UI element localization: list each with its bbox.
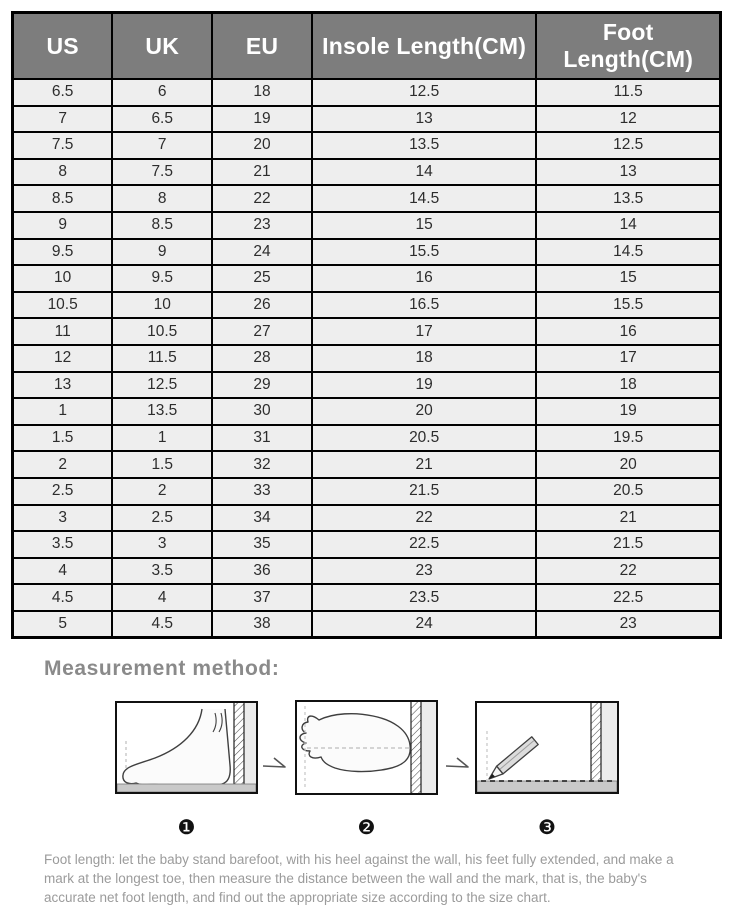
size-cell: 14.5 xyxy=(312,185,536,212)
size-cell: 4.5 xyxy=(112,611,212,638)
table-row xyxy=(13,478,721,505)
size-cell: 15 xyxy=(536,265,720,292)
column-header-us: US xyxy=(13,13,113,80)
measurement-method-title: Measurement method: xyxy=(44,657,280,680)
size-cell: 13.5 xyxy=(536,185,720,212)
size-cell: 14 xyxy=(536,212,720,239)
size-cell: 17 xyxy=(536,345,720,372)
size-cell: 26 xyxy=(212,292,312,319)
size-cell: 8.5 xyxy=(13,185,113,212)
size-cell: 16 xyxy=(536,318,720,345)
arrow-right-icon xyxy=(261,752,289,772)
size-cell: 2.5 xyxy=(13,478,113,505)
table-row xyxy=(13,398,721,425)
size-cell: 6.5 xyxy=(112,106,212,133)
size-cell: 6.5 xyxy=(13,79,113,106)
size-chart-table xyxy=(11,11,722,639)
size-cell: 2.5 xyxy=(112,505,212,532)
size-cell: 16 xyxy=(312,265,536,292)
size-cell: 15.5 xyxy=(312,239,536,266)
size-cell: 31 xyxy=(212,425,312,452)
size-cell: 13.5 xyxy=(312,132,536,159)
size-cell: 12 xyxy=(13,345,113,372)
table-row xyxy=(13,239,721,266)
size-cell: 9 xyxy=(13,212,113,239)
size-cell: 8 xyxy=(13,159,113,186)
table-row xyxy=(13,505,721,532)
size-cell: 37 xyxy=(212,584,312,611)
foot-length-note: Foot length: let the baby stand barefoot, with his heel against the wall, his feet fully extended, and make a mark at the longest toe, then measure the distance between the wall and the mark, that is, the baby's accurate net foot length, and find out the appropriate size according to the size chart. xyxy=(44,852,674,906)
table-row xyxy=(13,79,721,106)
size-cell: 22 xyxy=(536,558,720,585)
size-cell: 15 xyxy=(312,212,536,239)
table-row xyxy=(13,106,721,133)
size-cell: 15.5 xyxy=(536,292,720,319)
size-cell: 18 xyxy=(536,372,720,399)
size-cell: 34 xyxy=(212,505,312,532)
size-cell: 4 xyxy=(112,584,212,611)
size-cell: 12 xyxy=(536,106,720,133)
size-cell: 19 xyxy=(212,106,312,133)
step-3-marker: ❸ xyxy=(538,815,556,839)
size-cell: 8 xyxy=(112,185,212,212)
size-cell: 25 xyxy=(212,265,312,292)
size-cell: 6 xyxy=(112,79,212,106)
column-header-eu: EU xyxy=(212,13,312,80)
size-cell: 23.5 xyxy=(312,584,536,611)
size-cell: 13.5 xyxy=(112,398,212,425)
size-cell: 24 xyxy=(212,239,312,266)
size-cell: 22.5 xyxy=(536,584,720,611)
size-cell: 21 xyxy=(212,159,312,186)
step-1-marker: ❶ xyxy=(177,815,196,839)
table-row xyxy=(13,212,721,239)
table-row xyxy=(13,292,721,319)
table-row xyxy=(13,265,721,292)
size-cell: 13 xyxy=(312,106,536,133)
arrow-right-icon xyxy=(444,752,472,772)
size-cell: 38 xyxy=(212,611,312,638)
size-cell: 21.5 xyxy=(536,531,720,558)
size-cell: 13 xyxy=(536,159,720,186)
size-cell: 20 xyxy=(312,398,536,425)
size-cell: 12.5 xyxy=(312,79,536,106)
size-cell: 10 xyxy=(112,292,212,319)
size-cell: 22 xyxy=(212,185,312,212)
table-row xyxy=(13,425,721,452)
size-cell: 14.5 xyxy=(536,239,720,266)
size-cell: 20 xyxy=(212,132,312,159)
size-cell: 7.5 xyxy=(112,159,212,186)
size-cell: 24 xyxy=(312,611,536,638)
size-cell: 35 xyxy=(212,531,312,558)
size-cell: 29 xyxy=(212,372,312,399)
size-cell: 28 xyxy=(212,345,312,372)
size-cell: 33 xyxy=(212,478,312,505)
table-row xyxy=(13,372,721,399)
table-row xyxy=(13,185,721,212)
table-row xyxy=(13,558,721,585)
table-row xyxy=(13,531,721,558)
size-cell: 9.5 xyxy=(112,265,212,292)
table-row xyxy=(13,318,721,345)
size-cell: 7.5 xyxy=(13,132,113,159)
column-header-insole: Insole Length(CM) xyxy=(312,13,536,80)
size-cell: 1 xyxy=(112,425,212,452)
size-cell: 12.5 xyxy=(536,132,720,159)
header-row xyxy=(13,13,721,80)
size-cell: 19 xyxy=(312,372,536,399)
size-cell: 18 xyxy=(212,79,312,106)
size-cell: 9 xyxy=(112,239,212,266)
size-cell: 30 xyxy=(212,398,312,425)
size-cell: 4 xyxy=(13,558,113,585)
size-cell: 7 xyxy=(13,106,113,133)
size-cell: 22.5 xyxy=(312,531,536,558)
size-cell: 10.5 xyxy=(13,292,113,319)
foot-top-view-icon xyxy=(295,700,438,795)
table-row xyxy=(13,345,721,372)
table-row xyxy=(13,132,721,159)
size-chart-header xyxy=(13,13,721,80)
size-cell: 20.5 xyxy=(312,425,536,452)
size-cell: 1.5 xyxy=(112,451,212,478)
size-cell: 2 xyxy=(13,451,113,478)
size-cell: 11 xyxy=(13,318,113,345)
size-cell: 17 xyxy=(312,318,536,345)
size-cell: 23 xyxy=(536,611,720,638)
size-cell: 36 xyxy=(212,558,312,585)
table-row xyxy=(13,451,721,478)
size-cell: 14 xyxy=(312,159,536,186)
size-cell: 18 xyxy=(312,345,536,372)
size-cell: 11.5 xyxy=(112,345,212,372)
size-cell: 21 xyxy=(536,505,720,532)
size-cell: 22 xyxy=(312,505,536,532)
size-cell: 21 xyxy=(312,451,536,478)
size-cell: 5 xyxy=(13,611,113,638)
pencil-marking-icon xyxy=(475,701,619,794)
size-cell: 19.5 xyxy=(536,425,720,452)
size-cell: 3 xyxy=(112,531,212,558)
table-row xyxy=(13,159,721,186)
size-cell: 7 xyxy=(112,132,212,159)
size-cell: 4.5 xyxy=(13,584,113,611)
size-cell: 3.5 xyxy=(13,531,113,558)
size-cell: 10 xyxy=(13,265,113,292)
table-row xyxy=(13,611,721,638)
size-cell: 12.5 xyxy=(112,372,212,399)
table-row xyxy=(13,584,721,611)
size-cell: 8.5 xyxy=(112,212,212,239)
size-cell: 16.5 xyxy=(312,292,536,319)
size-cell: 23 xyxy=(312,558,536,585)
size-table-body xyxy=(13,79,721,638)
size-cell: 20.5 xyxy=(536,478,720,505)
step-2-marker: ❷ xyxy=(357,815,376,839)
size-cell: 3 xyxy=(13,505,113,532)
size-cell: 10.5 xyxy=(112,318,212,345)
column-header-uk: UK xyxy=(112,13,212,80)
size-cell: 3.5 xyxy=(112,558,212,585)
size-cell: 1.5 xyxy=(13,425,113,452)
size-cell: 11.5 xyxy=(536,79,720,106)
size-cell: 2 xyxy=(112,478,212,505)
column-header-foot: Foot Length(CM) xyxy=(536,13,720,80)
size-cell: 32 xyxy=(212,451,312,478)
size-cell: 23 xyxy=(212,212,312,239)
size-cell: 20 xyxy=(536,451,720,478)
foot-side-view-icon xyxy=(115,701,258,794)
size-cell: 9.5 xyxy=(13,239,113,266)
size-cell: 19 xyxy=(536,398,720,425)
size-cell: 27 xyxy=(212,318,312,345)
size-cell: 13 xyxy=(13,372,113,399)
size-cell: 21.5 xyxy=(312,478,536,505)
size-cell: 1 xyxy=(13,398,113,425)
